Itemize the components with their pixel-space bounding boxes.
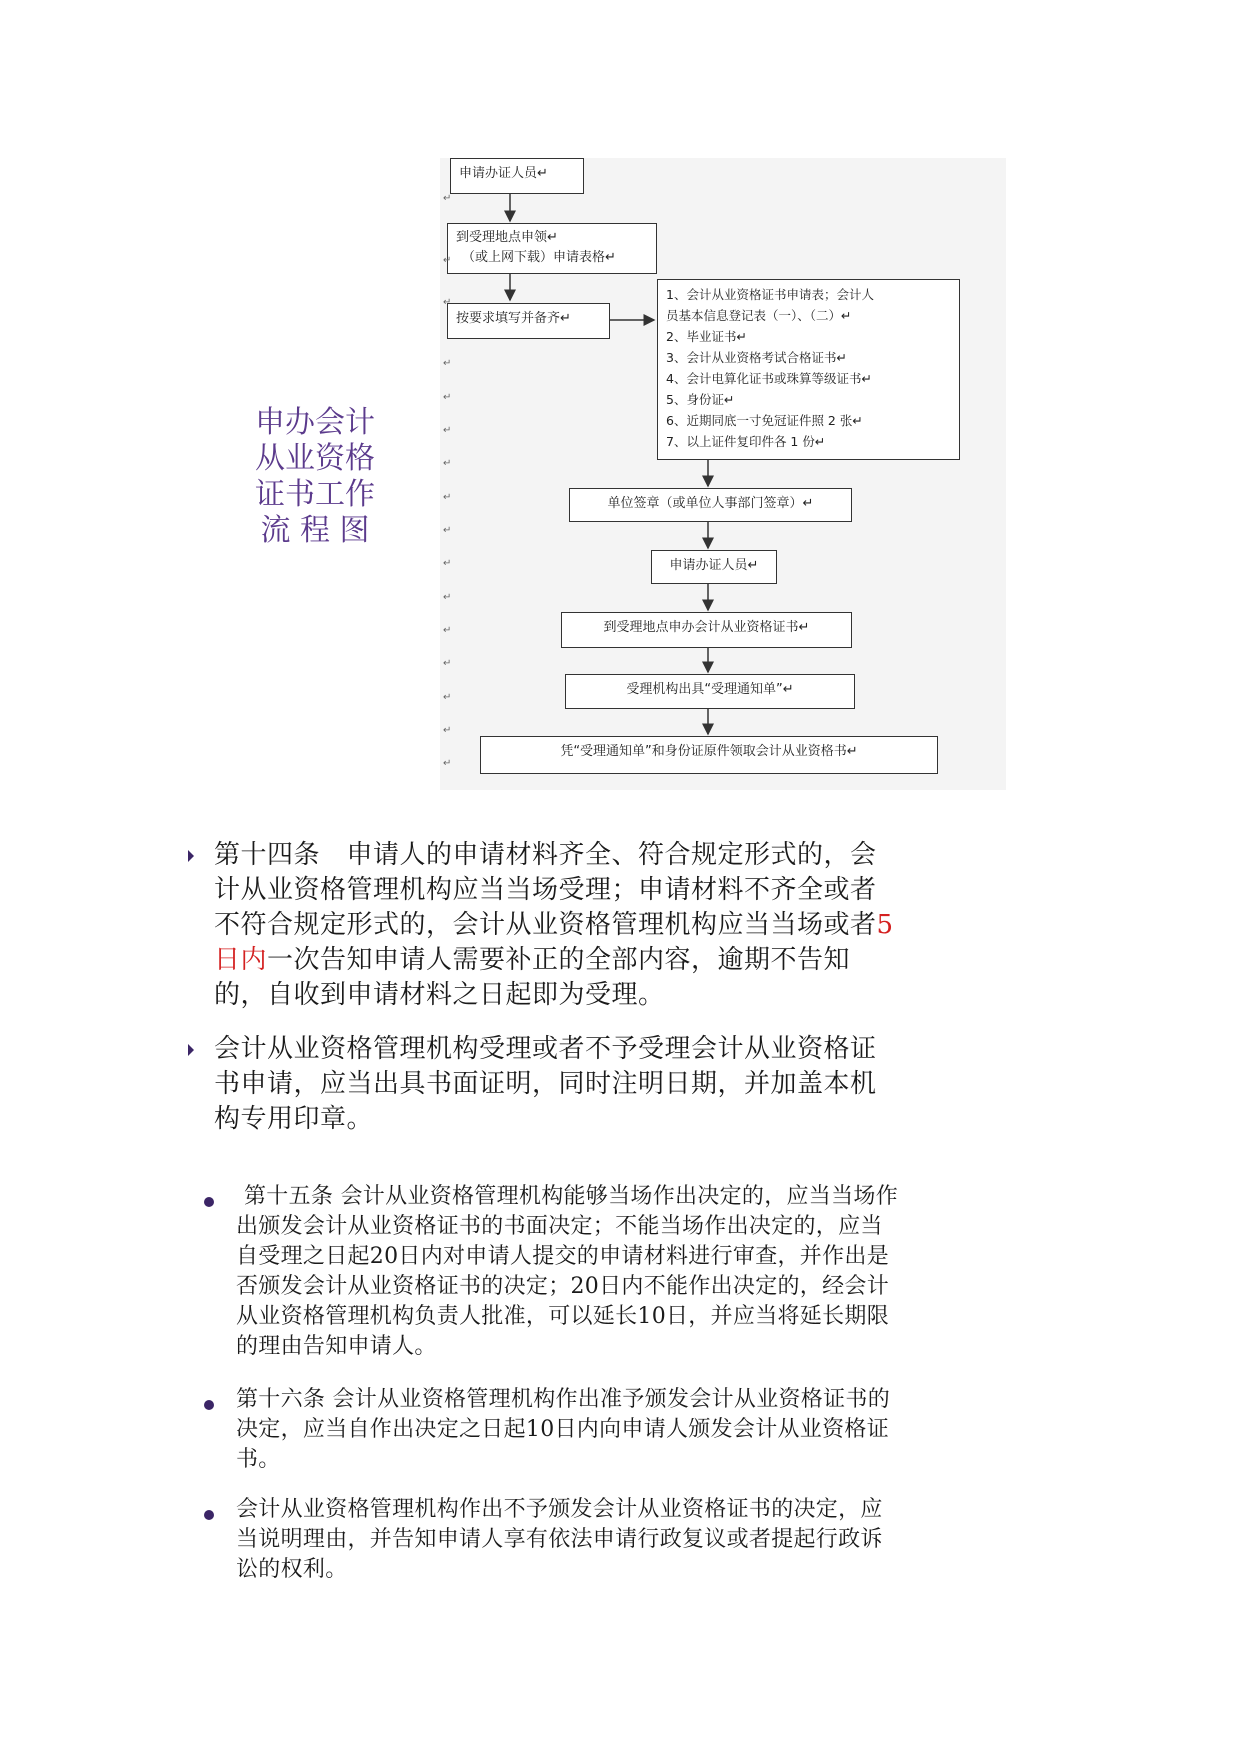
flow-step-get-form: 到受理地点申领↵ （或上网下载）申请表格↵: [447, 223, 657, 274]
flow-step-collect-cert: 凭“受理通知单”和身份证原件领取会计从业资格书↵: [480, 736, 938, 774]
return-mark: ↵: [443, 458, 452, 469]
material-item: 6、近期同底一寸免冠证件照 2 张↵: [666, 413, 863, 428]
article-14-paragraph: 第十四条 申请人的申请材料齐全、符合规定形式的，会 计从业资格管理机构应当当场受理；申请材料不齐全或者 不符合规定形式的，会计从业资格管理机构应当当场或者5 日内一次告知申请人需要补正的全部内容，逾期不告知 的，自收到申请材料之日起即为受理。: [214, 840, 894, 1010]
bullet-dot-icon: [204, 1197, 214, 1207]
return-mark: ↵: [443, 255, 452, 266]
highlight-text: 5: [876, 910, 894, 940]
return-mark: ↵: [443, 658, 452, 669]
flowchart-title: [240, 405, 390, 549]
return-mark: ↵: [443, 492, 452, 503]
material-item: 3、会计从业资格考试合格证书↵: [666, 350, 847, 365]
flow-step-applicant: 申请办证人员↵: [450, 158, 584, 194]
flowchart-title-line: 流 程 图: [260, 513, 370, 548]
return-mark: ↵: [443, 425, 452, 436]
flow-step-applicant-2: 申请办证人员↵: [651, 550, 777, 584]
return-mark: ↵: [443, 558, 452, 569]
flowchart-title-line: 证书工作: [255, 477, 375, 512]
material-item: 5、身份证↵: [666, 392, 735, 407]
highlight-text: 日内: [214, 945, 268, 975]
flow-step-notice: 受理机构出具“受理通知单”↵: [565, 674, 855, 709]
return-mark: ↵: [443, 392, 452, 403]
flow-step-unit-seal: 单位签章（或单位人事部门签章）↵: [569, 488, 852, 522]
bullet-triangle-icon: [188, 1044, 194, 1056]
material-item: 2、毕业证书↵: [666, 329, 747, 344]
return-mark: ↵: [443, 692, 452, 703]
return-mark: ↵: [443, 758, 452, 769]
return-mark: ↵: [443, 525, 452, 536]
return-mark: ↵: [443, 358, 452, 369]
material-item: 1、会计从业资格证书申请表；会计人: [666, 287, 874, 302]
bullet-dot-icon: [204, 1510, 214, 1520]
article-16-paragraph: 第十六条 会计从业资格管理机构作出准予颁发会计从业资格证书的 决定，应当自作出决定之日起10日内向申请人颁发会计从业资格证 书。: [236, 1387, 890, 1472]
return-mark: ↵: [443, 193, 452, 204]
return-mark: ↵: [443, 592, 452, 603]
return-mark: ↵: [443, 725, 452, 736]
material-item: 7、以上证件复印件各 1 份↵: [666, 434, 826, 449]
bullet-triangle-icon: [188, 850, 194, 862]
bullet-dot-icon: [204, 1400, 214, 1410]
refusal-paragraph: 会计从业资格管理机构作出不予颁发会计从业资格证书的决定，应 当说明理由，并告知申请人享有依法申请行政复议或者提起行政诉 讼的权利。: [236, 1497, 883, 1582]
flowchart-title-line: 从业资格: [255, 441, 375, 476]
return-mark: ↵: [443, 297, 452, 308]
flow-materials-list: [657, 279, 960, 460]
article-15-paragraph: 第十五条 会计从业资格管理机构能够当场作出决定的，应当当场作 出颁发会计从业资格证书的书面决定；不能当场作出决定的，应当 自受理之日起20日内对申请人提交的申请材料进行审查，并作出是 否颁发会计从业资格证书的决定；20日内不能作出决定的，经会计 从业资格管理机构负责人批准，可以延长10日，并应当将延长期限 的理由告知申请人。: [236, 1184, 898, 1359]
flowchart-title-line: 申办会计: [255, 405, 375, 440]
acceptance-proof-paragraph: 会计从业资格管理机构受理或者不予受理会计从业资格证 书申请，应当出具书面证明，同时注明日期，并加盖本机 构专用印章。: [214, 1034, 877, 1134]
material-item: 4、会计电算化证书或珠算等级证书↵: [666, 371, 872, 386]
flow-step-apply-cert: 到受理地点申办会计从业资格证书↵: [561, 612, 852, 648]
return-mark: ↵: [443, 625, 452, 636]
flow-step-fill-form: 按要求填写并备齐↵: [447, 303, 610, 339]
material-item: 员基本信息登记表（一）、（二）↵: [666, 308, 852, 323]
